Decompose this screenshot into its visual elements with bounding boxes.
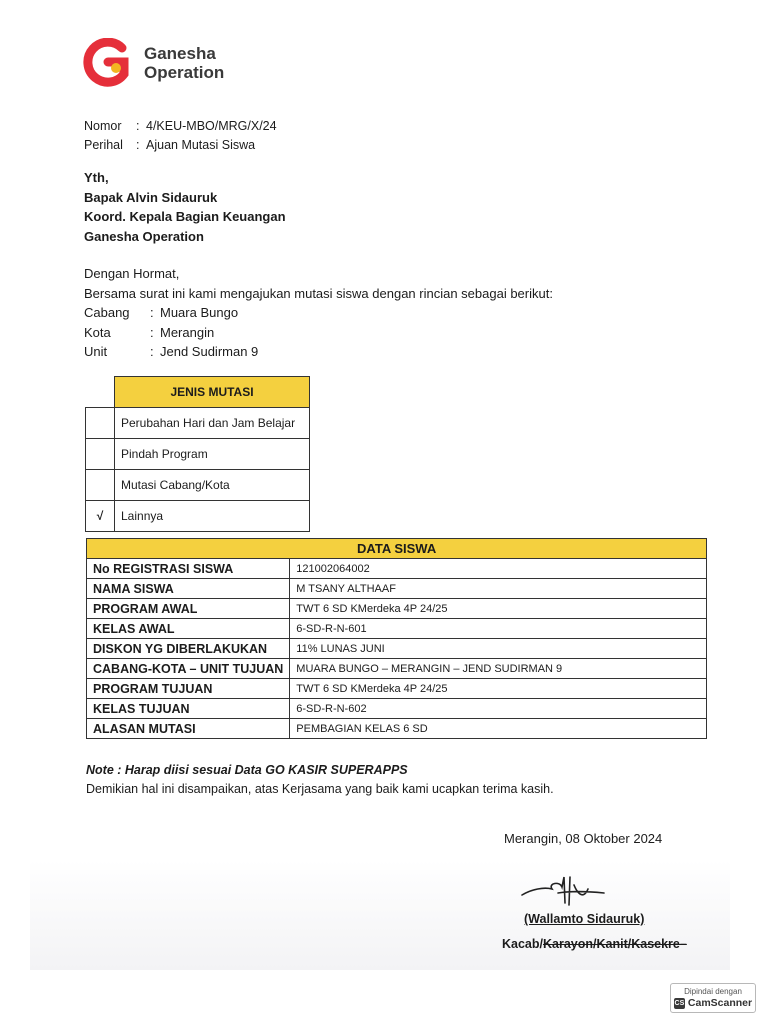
signatory-name: (Wallamto Sidauruk) [524, 912, 645, 926]
table-row: Mutasi Cabang/Kota [86, 469, 310, 500]
data-siswa-title: DATA SISWA [87, 539, 707, 559]
table-row: KELAS AWAL 6-SD-R-N-601 [87, 619, 707, 639]
camscanner-name: CamScanner [687, 997, 753, 1009]
table-row: Perubahan Hari dan Jam Belajar [86, 407, 310, 438]
checkbox-cell [86, 469, 115, 500]
addressee-name: Bapak Alvin Sidauruk [84, 189, 218, 205]
checkbox-cell [86, 407, 115, 438]
camscanner-icon: CS [674, 999, 685, 1007]
perihal-value: Ajuan Mutasi Siswa [146, 138, 256, 152]
note-text: Note : Harap diisi sesuai Data GO KASIR SUPERAPPS [86, 763, 408, 777]
camscanner-watermark [670, 983, 756, 1013]
company-logo [82, 38, 224, 88]
handwritten-signature [518, 873, 610, 909]
intro-body: Bersama surat ini kami mengajukan mutasi siswa dengan rincian sebagai berikut: [84, 285, 553, 301]
table-row: Pindah Program [86, 438, 310, 469]
table-row: √ Lainnya [86, 500, 310, 531]
signatory-position: Kacab/Karayon/Kanit/Kasekre– [502, 937, 687, 951]
logo-line-2: Operation [144, 63, 225, 82]
closing-block [86, 761, 554, 799]
thanks-text: Demikian hal ini disampaikan, atas Kerjasama yang baik kami ucapkan terima kasih. [86, 782, 554, 796]
struck-options: Karayon/Kanit/Kasekre– [543, 937, 687, 951]
place-date: Merangin, 08 Oktober 2024 [504, 831, 663, 846]
camscanner-caption: Dipindai dengan [684, 987, 742, 996]
intro-block [84, 264, 553, 362]
addressee-block [84, 168, 286, 246]
addressee-org: Ganesha Operation [84, 228, 204, 244]
jenis-mutasi-table [85, 376, 310, 532]
greeting: Dengan Hormat, [84, 266, 180, 281]
nomor-label: Nomor [84, 119, 122, 133]
intro-field-cabang: Cabang : Muara Bungo [84, 305, 239, 320]
intro-field-kota: Kota : Merangin [84, 324, 215, 340]
table-row: No REGISTRASI SISWA 121002064002 [87, 559, 707, 579]
table-row: PROGRAM TUJUAN TWT 6 SD KMerdeka 4P 24/25 [87, 679, 707, 699]
letter-meta: Nomor : 4/KEU-MBO/MRG/X/24 Perihal : Ajuan Mutasi Siswa [84, 117, 277, 155]
table-row: PROGRAM AWAL TWT 6 SD KMerdeka 4P 24/25 [87, 599, 707, 619]
table-row: ALASAN MUTASI PEMBAGIAN KELAS 6 SD [87, 719, 707, 739]
table-row: DISKON YG DIBERLAKUKAN 11% LUNAS JUNI [87, 639, 707, 659]
nomor-value: 4/KEU-MBO/MRG/X/24 [146, 119, 277, 133]
checkbox-cell [86, 438, 115, 469]
addressee-yth: Yth, [84, 170, 109, 185]
checkmark-icon: √ [86, 500, 115, 531]
table-row: CABANG-KOTA – UNIT TUJUAN MUARA BUNGO – MERANGIN – JEND SUDIRMAN 9 [87, 659, 707, 679]
intro-field-unit: Unit : Jend Sudirman 9 [84, 344, 259, 359]
table-row: KELAS TUJUAN 6-SD-R-N-602 [87, 699, 707, 719]
table-row: NAMA SISWA M TSANY ALTHAAF [87, 579, 707, 599]
jenis-mutasi-title: JENIS MUTASI [115, 377, 310, 408]
perihal-label: Perihal [84, 138, 123, 152]
logo-line-1: Ganesha [144, 44, 216, 63]
addressee-title: Koord. Kepala Bagian Keuangan [84, 209, 286, 224]
data-siswa-table [86, 538, 707, 739]
ganesha-logo-icon [82, 38, 136, 88]
